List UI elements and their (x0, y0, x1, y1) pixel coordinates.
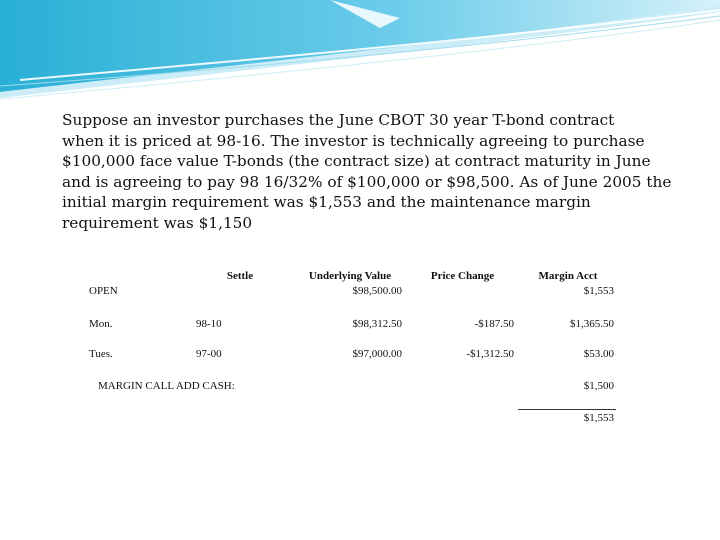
underlying-value: $98,312.50 (352, 318, 402, 330)
price-change-value: -$1,312.50 (466, 348, 514, 360)
paragraph-line: and is agreeing to pay 98 16/32% of $100,000 or $98,500. As of June 2005 the (62, 172, 672, 191)
paragraph-line: Suppose an investor purchases the June CBOT 30 year T-bond contract (62, 111, 615, 129)
sum-divider (518, 409, 616, 410)
margin-call-label: MARGIN CALL ADD CASH: (98, 380, 235, 392)
margin-value: $53.00 (583, 348, 614, 360)
open-margin-value: $1,553 (583, 285, 614, 297)
margin-value: $1,365.50 (570, 318, 614, 330)
header-underlying-value: Underlying Value (308, 270, 392, 282)
row-label-day: Mon. (89, 318, 113, 330)
header-margin-acct: Margin Acct (538, 270, 598, 282)
paragraph-line: when it is priced at 98-16. The investor is technically agreeing to purchase (62, 131, 645, 150)
underlying-value: $97,000.00 (352, 348, 402, 360)
price-change-value: -$187.50 (474, 318, 514, 330)
settle-value: 97-00 (196, 348, 222, 360)
paragraph-line: requirement was $1,150 (62, 213, 253, 232)
header-price-change: Price Change (430, 270, 495, 282)
row-label-open: OPEN (89, 285, 118, 297)
header-settle: Settle (226, 270, 254, 282)
open-underlying-value: $98,500.00 (352, 285, 402, 297)
total-margin-value: $1,553 (583, 412, 614, 424)
settle-value: 98-10 (196, 318, 222, 330)
paragraph-line: initial margin requirement was $1,553 and the maintenance margin (62, 193, 591, 212)
row-label-day: Tues. (89, 348, 113, 360)
margin-call-amount: $1,500 (583, 380, 614, 392)
paragraph-line: $100,000 face value T-bonds (the contract size) at contract maturity in June (62, 152, 651, 171)
